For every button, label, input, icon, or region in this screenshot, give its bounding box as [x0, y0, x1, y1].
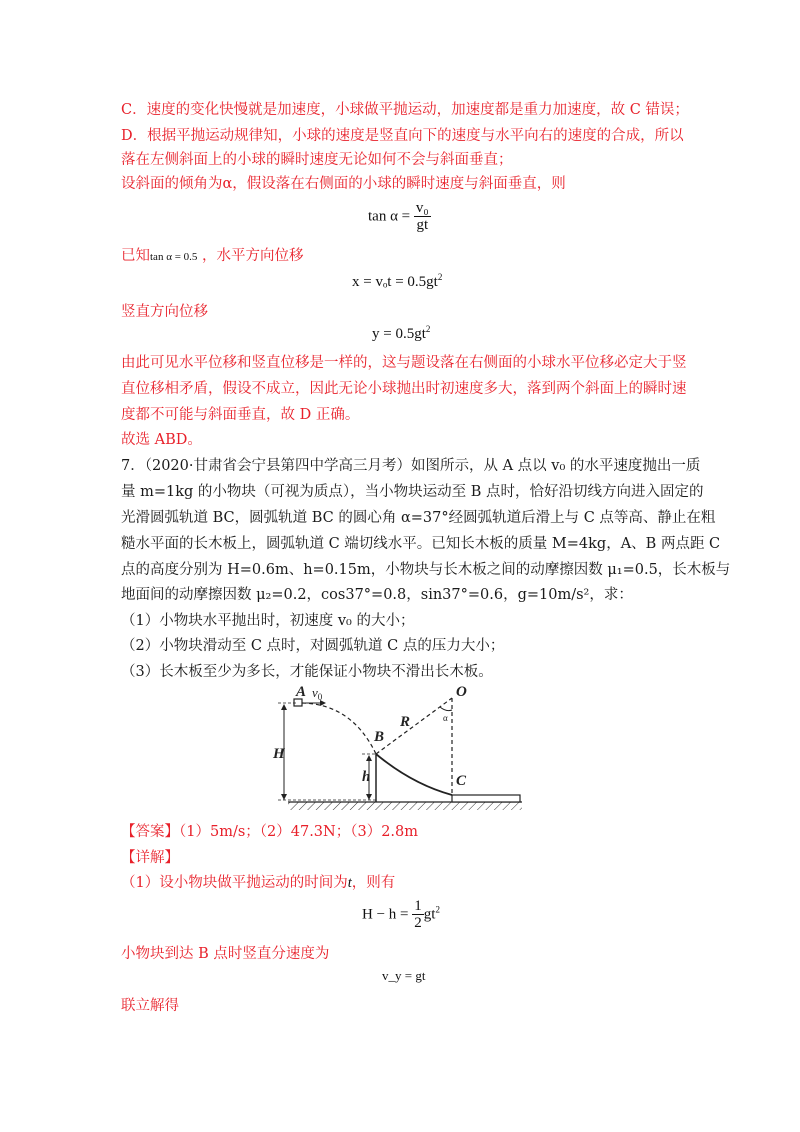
known-expression: tan α = 0.5: [150, 251, 198, 263]
step-1-line: [121, 873, 395, 893]
formula-x-sq: 2: [437, 272, 443, 282]
conclusion-line-1: 由此可见水平位移和竖直位移是一样的，这与题设落在右侧面的小球水平位移必定大于竖: [121, 355, 687, 371]
answer-line: [121, 822, 418, 842]
question-7-line-2: 量 m=1kg 的小物块（可视为质点），当小物块运动至 B 点时，恰好沿切线方向进入固定的: [121, 484, 704, 500]
label-H: H: [273, 746, 285, 762]
long-board: [452, 795, 520, 802]
H-arrow-bottom: [281, 794, 287, 800]
label-alpha: α: [443, 713, 448, 723]
question-7-line-6: 地面间的动摩擦因数 μ₂=0.2，cos37°=0.8，sin37°=0.6，g=10m/s²，求：: [121, 587, 633, 603]
question-7-sub-2: （2）小物块滑动至 C 点时，对圆弧轨道 C 点的压力大小；: [121, 638, 505, 654]
question-7-line-3: 光滑圆弧轨道 BC，圆弧轨道 BC 的圆心角 α=37°经圆弧轨道后滑上与 C 点等高、静止在粗: [121, 510, 716, 526]
formula-fall-den: 2: [414, 915, 422, 931]
option-c-text: C．速度的变化快慢就是加速度，小球做平抛运动，加速度都是重力加速度，故 C 错误；: [121, 102, 689, 118]
label-v0-main: v: [312, 685, 318, 700]
formula-x-displacement: [352, 272, 442, 291]
formula-fall-height: [362, 899, 440, 931]
vy-label: 小物块到达 B 点时竖直分速度为: [121, 946, 330, 962]
question-7-sub-3: （3）长木板至少为多长，才能保证小物块不滑出长木板。: [121, 664, 493, 680]
label-R: R: [400, 714, 411, 730]
solve-label: 联立解得: [121, 998, 179, 1014]
question-7-line-1: 7．（2020·甘肃省会宁县第四中学高三月考）如图所示，从 A 点以 v₀ 的水平速度抛出一质: [121, 458, 701, 474]
conclusion-line-3: 度都不可能与斜面垂直，故 D 正确。: [121, 407, 360, 423]
question-7-sub-1: （1）小物块水平抛出时，初速度 v₀ 的大小；: [121, 613, 415, 629]
option-d-text-3: 设斜面的倾角为α，假设落在右侧面的小球的瞬时速度与斜面垂直，则: [121, 176, 566, 192]
answer-choice: 故选 ABD。: [121, 432, 202, 448]
label-O: O: [456, 684, 467, 700]
block-a: [294, 699, 302, 706]
formula-fall-fraction: [412, 899, 424, 931]
formula-tan-alpha: [368, 201, 431, 233]
arc-track: [376, 754, 452, 795]
h-arrow-bottom: [366, 794, 372, 800]
answer-tag: 【答案】: [121, 824, 179, 840]
formula-fall-sq: 2: [435, 904, 440, 915]
h-arrow-top: [366, 755, 372, 761]
formula-y-eq: y = 0.5gt: [372, 326, 426, 342]
formula-tan-num: v₀: [415, 200, 429, 216]
known-suffix: ，水平方向位移: [202, 248, 304, 264]
known-line: [121, 246, 304, 267]
formula-fall-lhs: H − h =: [362, 906, 409, 923]
label-v0-sub: 0: [317, 692, 323, 702]
known-prefix: 已知: [121, 248, 150, 264]
ground-hatching: [288, 802, 522, 810]
answer-text: （1）5m/s；（2）47.3N；（3）2.8m: [179, 824, 419, 840]
step-1-suffix: ，则有: [351, 875, 396, 891]
label-B: B: [374, 729, 385, 745]
formula-y-sq: 2: [425, 324, 431, 334]
formula-fall-num: 1: [414, 898, 422, 914]
vertical-label: 竖直方向位移: [121, 304, 208, 320]
detail-tag: 【详解】: [121, 850, 179, 866]
formula-tan-lhs: tan α =: [368, 208, 411, 225]
formula-tan-fraction: [414, 201, 431, 233]
H-arrow-top: [281, 704, 287, 710]
angle-arc: [440, 707, 452, 711]
formula-x-eq: x = vₒt = 0.5gt: [352, 274, 438, 290]
label-A: A: [296, 684, 307, 700]
question-7-line-4: 糙水平面的长木板上，圆弧轨道 C 端切线水平。已知长木板的质量 M=4kg，A、B 两点距 C: [121, 536, 721, 552]
projectile-diagram: [272, 684, 524, 814]
label-C: C: [456, 773, 467, 789]
step-1-variable: t: [347, 875, 352, 891]
formula-y-displacement: [372, 324, 430, 343]
question-7-line-5: 点的高度分别为 H=0.6m、h=0.15m，小物块与长木板之间的动摩擦因数 μ₁=0.5，长木板与: [121, 562, 731, 578]
formula-fall-rhs: gt: [423, 906, 436, 923]
option-d-text-1: D．根据平抛运动规律知，小球的速度是竖直向下的速度与水平向右的速度的合成，所以: [121, 128, 684, 144]
option-d-text-2: 落在左侧斜面上的小球的瞬时速度无论如何不会与斜面垂直；: [121, 152, 513, 168]
radius-OB: [376, 698, 452, 754]
label-h: h: [362, 769, 371, 785]
formula-vy: v_y = gt: [382, 968, 426, 983]
trajectory-path: [302, 703, 376, 754]
step-1-prefix: （1）设小物块做平抛运动的时间为: [121, 875, 348, 891]
formula-tan-den: gt: [416, 217, 429, 233]
label-v0: [312, 685, 323, 702]
conclusion-line-2: 直位移相矛盾，假设不成立，因此无论小球抛出时初速度多大，落到两个斜面上的瞬时速: [121, 381, 687, 397]
